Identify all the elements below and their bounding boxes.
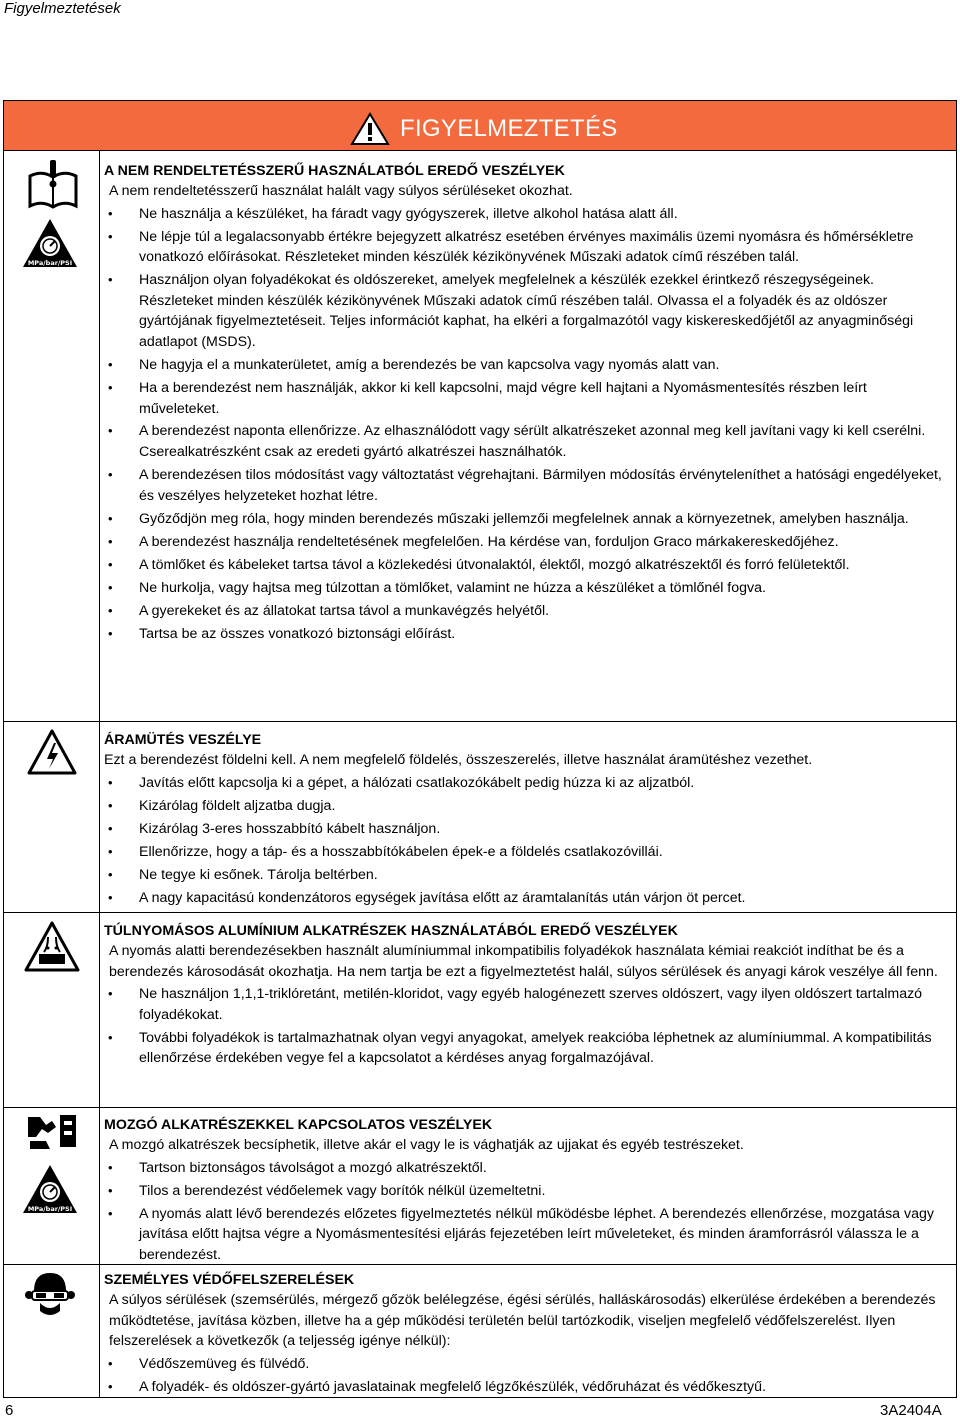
section-title: SZEMÉLYES VÉDŐFELSZERELÉSEK	[104, 1272, 355, 1288]
list-item: • Ne használjon 1,1,1-triklóretánt, metilén-kloridot, vagy egyéb halogénezett szerves oldószert, vagy ilyen oldószert tartalmazó folyadékokat.	[104, 984, 946, 1025]
list-item: • Tilos a berendezést védőelemek vagy borítók nélkül üzemeltetni.	[104, 1181, 946, 1202]
list-item: • Ha a berendezést nem használják, akkor ki kell kapcsolni, majd végre kell hajtani a Nyomásmentesítés részben leírt műveleteket.	[104, 378, 946, 419]
section-intro: A nyomás alatti berendezésekben használt alumíniummal inkompatibilis folyadékok használata kémiai reakciót indíthat be és a berendezés károsodását okozhatja. Ha nem tartja be ezt a figyelmeztetést halál, súlyos sérülések és anyagi károk veszélye áll fenn.	[109, 943, 938, 980]
warning-banner	[4, 101, 956, 151]
warning-triangle-icon	[350, 112, 390, 146]
list-item: • A nagy kapacitású kondenzátoros egységek javítása előtt az áramtalanítás után várjon öt percet.	[104, 888, 946, 909]
list-item: • A nyomás alatt lévő berendezés előzetes figyelmeztetés nélkül működésbe léphet. A berendezés ellenőrzése, mozgatása vagy javítása előtt hajtsa végre a Nyomásmentesítési eljárás fejezetében leírt műveleteket, és minden áramforrásról válassza le a berendezést.	[104, 1204, 946, 1266]
list-item: • Kizárólag földelt aljzatba dugja.	[104, 796, 946, 817]
bullet-list	[104, 204, 946, 645]
row-divider	[4, 721, 956, 722]
list-item: • Tartsa be az összes vonatkozó biztonsági előírást.	[104, 624, 946, 645]
section-moving-parts	[104, 1115, 946, 1268]
pressure-gauge-icon	[22, 218, 78, 268]
moving-parts-icon	[26, 1111, 78, 1151]
list-item: • Ne használja a készüléket, ha fáradt vagy gyógyszerek, illetve alkohol hatása alatt áll.	[104, 204, 946, 225]
list-item: • A berendezésen tilos módosítást vagy változtatást végrehajtani. Bármilyen módosítás érvényteleníthet a hatósági engedélyeket, és veszélyes helyzeteket hozhat létre.	[104, 465, 946, 506]
list-item: • Ne lépje túl a legalacsonyabb értékre bejegyzett alkatrész esetében érvényes maximális üzemi nyomásra és hőmérsékletre vonatkozó előírásokat. Részleteket minden készülék kézikönyvének Műszaki adatok című részében talál.	[104, 227, 946, 268]
section-protective-equipment	[104, 1270, 946, 1400]
protective-equipment-icon	[24, 1269, 76, 1321]
bullet-list	[104, 773, 946, 909]
list-item: • A tömlőket és kábeleket tartsa távol a közlekedési útvonalaktól, élektől, mozgó alkatrészektől és forró felületektől.	[104, 555, 946, 576]
section-title: ÁRAMÜTÉS VESZÉLYE	[104, 732, 262, 748]
list-item: • A berendezést naponta ellenőrizze. Az elhasználódott vagy sérült alkatrészeket azonnal meg kell javítani vagy ki kell cserélni. Cserealkatrészként csak az eredeti gyártó alkatrészei használhatók.	[104, 421, 946, 462]
gauge-unit-label: MPa/bar/PSI	[27, 1205, 73, 1213]
list-item: • Ne tegye ki esőnek. Tárolja beltérben.	[104, 865, 946, 886]
list-item: • Tartson biztonságos távolságot a mozgó alkatrészektől.	[104, 1158, 946, 1179]
section-intro: A súlyos sérülések (szemsérülés, mérgező gőzök belélegzése, égési sérülés, halláskárosodás) elkerülése érdekében a berendezés működtetése, javítása közben, illetve ha a gép működési területén belül tartózkodik, viseljen megfelelő védőfelszerelést. Ilyen felszerelések a következők (a teljesség igénye nélkül):	[109, 1292, 936, 1350]
read-manual-icon	[26, 158, 80, 210]
section-intro: Ezt a berendezést földelni kell. A nem megfelelő földelés, összeszerelés, illetve használat áramütéshez vezethet.	[104, 752, 813, 768]
list-item: • A folyadék- és oldószer-gyártó javaslatainak megfelelő légzőkészülék, védőruházat és védőkesztyű.	[104, 1377, 946, 1398]
document-id: 3A2404A	[880, 1402, 942, 1419]
gauge-unit-label: MPa/bar/PSI	[27, 259, 73, 267]
list-item: • Ne hurkolja, vagy hajtsa meg túlzottan a tömlőket, valamint ne húzza a készüléket a tömlőnél fogva.	[104, 578, 946, 599]
icon-column-divider	[99, 151, 100, 1397]
pressure-gauge-icon	[22, 1164, 78, 1214]
section-title: TÚLNYOMÁSOS ALUMÍNIUM ALKATRÉSZEK HASZNÁLATÁBÓL EREDŐ VESZÉLYEK	[104, 923, 678, 939]
list-item: • Ne hagyja el a munkaterületet, amíg a berendezés be van kapcsolva vagy nyomás alatt van.	[104, 355, 946, 376]
bullet-list	[104, 1158, 946, 1266]
bullet-list	[104, 1354, 946, 1398]
running-header: Figyelmeztetések	[4, 0, 121, 17]
section-intro: A mozgó alkatrészek becsíphetik, illetve akár el vagy le is vághatják az ujjakat és egyéb testrészeket.	[109, 1137, 744, 1153]
row-divider	[4, 1107, 956, 1108]
list-item: • Ellenőrizze, hogy a táp- és a hosszabbítókábelen épek-e a földelés csatlakozóvillái.	[104, 842, 946, 863]
section-intro: A nem rendeltetésszerű használat halált vagy súlyos sérüléseket okozhat.	[109, 183, 573, 199]
list-item: • További folyadékok is tartalmazhatnak olyan vegyi anyagokat, amelyek reakcióba léphetnek az alumíniummal. A kompatibilitás ellenőrzése érdekében vegye fel a kapcsolatot a kérdéses anyag forgalmazójával.	[104, 1028, 946, 1069]
section-title: A NEM RENDELTETÉSSZERŰ HASZNÁLATBÓL EREDŐ VESZÉLYEK	[104, 163, 565, 179]
list-item: • Védőszemüveg és fülvédő.	[104, 1354, 946, 1375]
list-item: • Javítás előtt kapcsolja ki a gépet, a hálózati csatlakozókábelt pedig húzza ki az aljzatból.	[104, 773, 946, 794]
section-electric-shock	[104, 730, 946, 911]
list-item: • Használjon olyan folyadékokat és oldószereket, amelyek megfelelnek a készülék ezekkel érintkező részegységeinek. Részleteket minden készülék kézikönyvének Műszaki adatok című részében talál. Olvassa el a folyadék és az oldószer gyártójának figyelmeztetéseit. Teljes információt kaphat, ha elkéri a forgalmazótól vagy kiskereskedőjétől az anyagminőségi adatlapot (MSDS).	[104, 270, 946, 352]
section-aluminum-parts	[104, 921, 946, 1071]
section-title: MOZGÓ ALKATRÉSZEKKEL KAPCSOLATOS VESZÉLYEK	[104, 1117, 493, 1133]
electric-shock-icon	[27, 729, 77, 775]
list-item: • Kizárólag 3-eres hosszabbító kábelt használjon.	[104, 819, 946, 840]
banner-title: FIGYELMEZTETÉS	[400, 115, 618, 142]
row-divider	[4, 912, 956, 913]
list-item: • Győződjön meg róla, hogy minden berendezés műszaki jellemzői megfelelnek annak a környezetnek, amelyben használja.	[104, 509, 946, 530]
page-number: 6	[5, 1402, 14, 1419]
section-misuse	[104, 161, 946, 647]
list-item: • A berendezést használja rendeltetésének megfelelően. Ha kérdése van, forduljon Graco márkakereskedőjéhez.	[104, 532, 946, 553]
list-item: • A gyerekeket és az állatokat tartsa távol a munkavégzés helyétől.	[104, 601, 946, 622]
chemical-hazard-icon	[24, 921, 80, 973]
bullet-list	[104, 984, 946, 1069]
